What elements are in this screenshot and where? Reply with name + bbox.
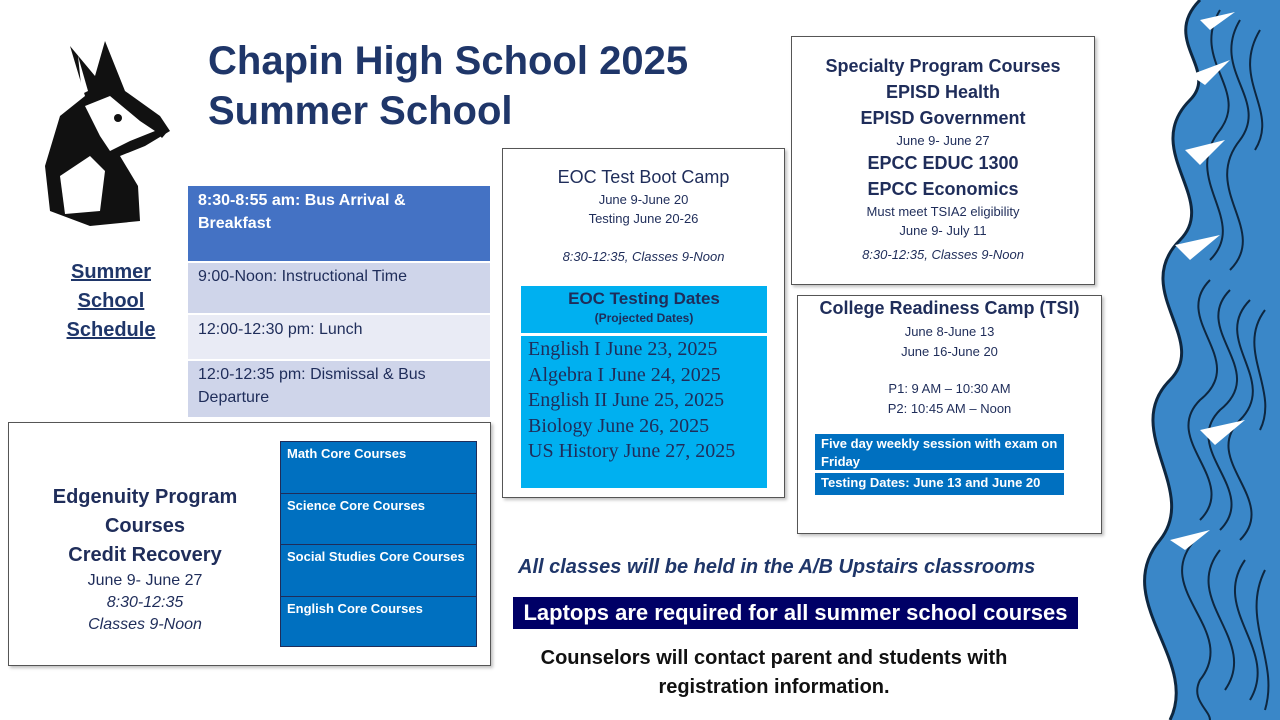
specialty-course: EPCC Economics xyxy=(867,179,1019,199)
specialty-course: EPCC EDUC 1300 xyxy=(867,153,1019,173)
specialty-course: EPISD Government xyxy=(860,108,1026,128)
husky-head-icon xyxy=(30,36,180,228)
college-period: P2: 10:45 AM – Noon xyxy=(887,401,1012,416)
college-dates: June 16-June 20 xyxy=(901,344,998,359)
edgenuity-dates: June 9- June 27 xyxy=(87,572,203,589)
specialty-dates: June 9- July 11 xyxy=(899,223,987,238)
eoc-title: EOC Test Boot Camp xyxy=(557,167,730,187)
list-item: English I June 23, 2025 xyxy=(528,338,718,360)
eoc-boot-camp-box xyxy=(502,148,785,498)
college-period: P1: 9 AM – 10:30 AM xyxy=(888,381,1011,396)
page-title xyxy=(208,36,688,136)
edgenuity-line: Courses xyxy=(104,515,186,537)
eoc-time: 8:30-12:35, Classes 9-Noon xyxy=(562,249,725,264)
list-item: Biology June 26, 2025 xyxy=(528,414,710,437)
schedule-label-line: Summer xyxy=(70,261,152,283)
edgenuity-info xyxy=(9,483,281,636)
college-dates: June 8-June 13 xyxy=(904,324,995,339)
schedule-label-line: School xyxy=(77,290,145,312)
list-item: Algebra I June 24, 2025 xyxy=(528,363,721,386)
college-title: College Readiness Camp (TSI) xyxy=(819,298,1080,318)
eoc-testing-dates-header xyxy=(521,286,767,333)
specialty-dates: June 9- June 27 xyxy=(896,133,990,148)
schedule-row: 8:30-8:55 am: Bus Arrival & Breakfast xyxy=(188,186,490,263)
title-line-2: Summer School xyxy=(208,89,513,133)
list-item: US History June 27, 2025 xyxy=(528,440,736,462)
edgenuity-line: Edgenuity Program xyxy=(52,486,238,508)
list-item: Math Core Courses xyxy=(280,441,477,493)
specialty-time: 8:30-12:35, Classes 9-Noon xyxy=(862,247,1024,262)
list-item: Science Core Courses xyxy=(280,493,477,545)
counselor-note: Counselors will contact parent and students with registration information. xyxy=(540,647,1008,698)
edgenuity-box xyxy=(8,422,491,666)
schedule-row: 12:0-12:35 pm: Dismissal & Bus Departure xyxy=(188,361,490,417)
eoc-testing-dates-subtitle: (Projected Dates) xyxy=(594,311,694,325)
schedule-row: 9:00-Noon: Instructional Time xyxy=(188,263,490,315)
laptop-banner: Laptops are required for all summer school courses xyxy=(513,597,1078,629)
schedule-table xyxy=(188,186,490,417)
location-note: All classes will be held in the A/B Upstairs classrooms xyxy=(518,556,1036,578)
edgenuity-course-list xyxy=(280,441,477,647)
schedule-row: 12:00-12:30 pm: Lunch xyxy=(188,315,490,361)
specialty-program-box xyxy=(791,36,1095,285)
eoc-testing: Testing June 20-26 xyxy=(588,211,699,226)
college-testing-dates: Testing Dates: June 13 and June 20 xyxy=(815,473,1064,495)
edgenuity-time: 8:30-12:35 xyxy=(106,594,184,611)
title-line-1: Chapin High School 2025 xyxy=(208,39,689,83)
list-item: Social Studies Core Courses xyxy=(280,544,477,596)
edgenuity-classes: Classes 9-Noon xyxy=(88,616,202,633)
college-session-note: Five day weekly session with exam on Friday xyxy=(815,434,1064,470)
list-item: English II June 25, 2025 xyxy=(528,389,725,411)
edgenuity-line: Credit Recovery xyxy=(68,544,222,566)
specialty-title: Specialty Program Courses xyxy=(825,56,1061,76)
schedule-label-line: Schedule xyxy=(66,319,156,341)
eoc-dates: June 9-June 20 xyxy=(598,192,689,207)
list-item: English Core Courses xyxy=(280,596,477,648)
eoc-testing-dates-title: EOC Testing Dates xyxy=(568,289,720,308)
eoc-test-dates-list xyxy=(521,336,767,488)
college-readiness-box xyxy=(797,295,1102,534)
specialty-eligibility: Must meet TSIA2 eligibility xyxy=(866,204,1020,219)
specialty-course: EPISD Health xyxy=(885,82,1001,102)
schedule-label xyxy=(62,258,160,345)
